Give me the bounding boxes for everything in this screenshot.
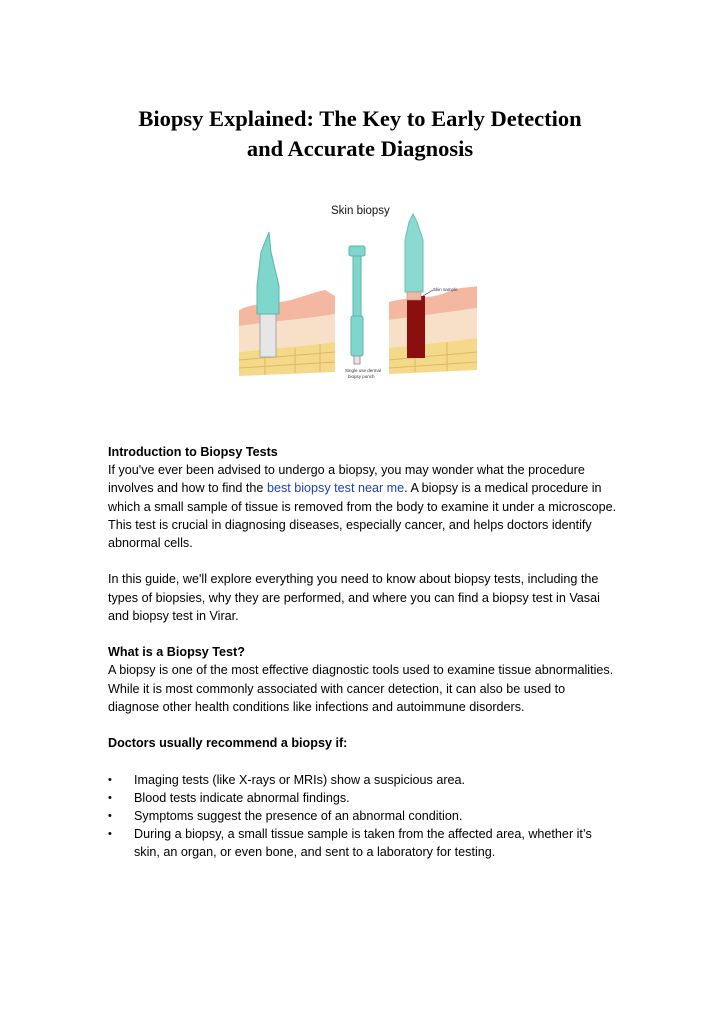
intro-p1-text-before: If you've ever been advised to undergo a biopsy, you may wonder what the procedure involves and how to find the — [108, 463, 585, 496]
list-item-text: Symptoms suggest the presence of an abnormal condition. — [134, 809, 463, 823]
right-skin-block — [389, 214, 477, 374]
list-item-text: Blood tests indicate abnormal findings. — [134, 790, 350, 805]
list-item-text: During a biopsy, a small tissue sample is taken from the affected area, whether it’s skin, an organ, or even bone, and sent to a laboratory for testing. — [134, 827, 592, 860]
list-item — [108, 771, 618, 789]
list-item — [108, 789, 618, 807]
best-biopsy-test-link[interactable]: best biopsy test near me — [266, 481, 405, 496]
recommend-list — [108, 771, 618, 862]
bullet-icon: • — [108, 791, 112, 804]
list-item — [108, 825, 618, 861]
recommend-heading: Doctors usually recommend a biopsy if: — [108, 736, 348, 751]
punch-label-line-2: biopsy punch — [348, 374, 375, 379]
skin-sample-core — [407, 292, 421, 300]
punch-blade — [260, 312, 276, 357]
punch-handle-right — [405, 214, 423, 292]
bullet-icon: • — [108, 773, 112, 786]
left-skin-block — [239, 232, 335, 376]
what-is-heading: What is a Biopsy Test? — [108, 645, 245, 660]
what-is-paragraph: A biopsy is one of the most effective diagnostic tools used to examine tissue abnormalities. While it is most commonly associated with cancer detection, it can also be used to diagnose other health conditions like infections and autoimmune disorders. — [108, 663, 614, 714]
list-item-text: Imaging tests (like X-rays or MRIs) show a suspicious area. — [134, 772, 466, 787]
title-line-2: and Accurate Diagnosis — [246, 136, 474, 161]
punch-label-line-1: Single use dermal — [345, 368, 382, 373]
article-body — [108, 443, 618, 862]
biopsy-punch-instrument — [345, 246, 381, 379]
skin-biopsy-illustration — [225, 192, 480, 392]
bullet-icon: • — [108, 810, 112, 822]
figure-title: Skin biopsy — [331, 205, 390, 217]
intro-paragraph-2: In this guide, we'll explore everything you need to know about biopsy tests, including the types of biopsies, why they are performed, and where you can find a biopsy test in Vasai and biopsy test in Virar. — [108, 572, 600, 623]
title-line-1: Biopsy Explained: The Key to Early Detection — [138, 106, 582, 131]
intro-heading: Introduction to Biopsy Tests — [108, 445, 278, 459]
skin-sample-label: Skin sample — [433, 287, 458, 292]
punch-handle-left — [257, 232, 279, 314]
intro-p1-text-after: . A biopsy is a medical procedure in which a small sample of tissue is removed from the body to examine it under a microscope. This test is crucial in diagnosing diseases, especially cancer, and helps doctors identify abnormal cells. — [108, 481, 617, 551]
document-title — [60, 104, 660, 164]
list-item — [108, 807, 618, 825]
intro-paragraph-1 — [108, 461, 618, 552]
biopsy-cavity — [407, 296, 425, 358]
bullet-icon: • — [108, 828, 112, 841]
